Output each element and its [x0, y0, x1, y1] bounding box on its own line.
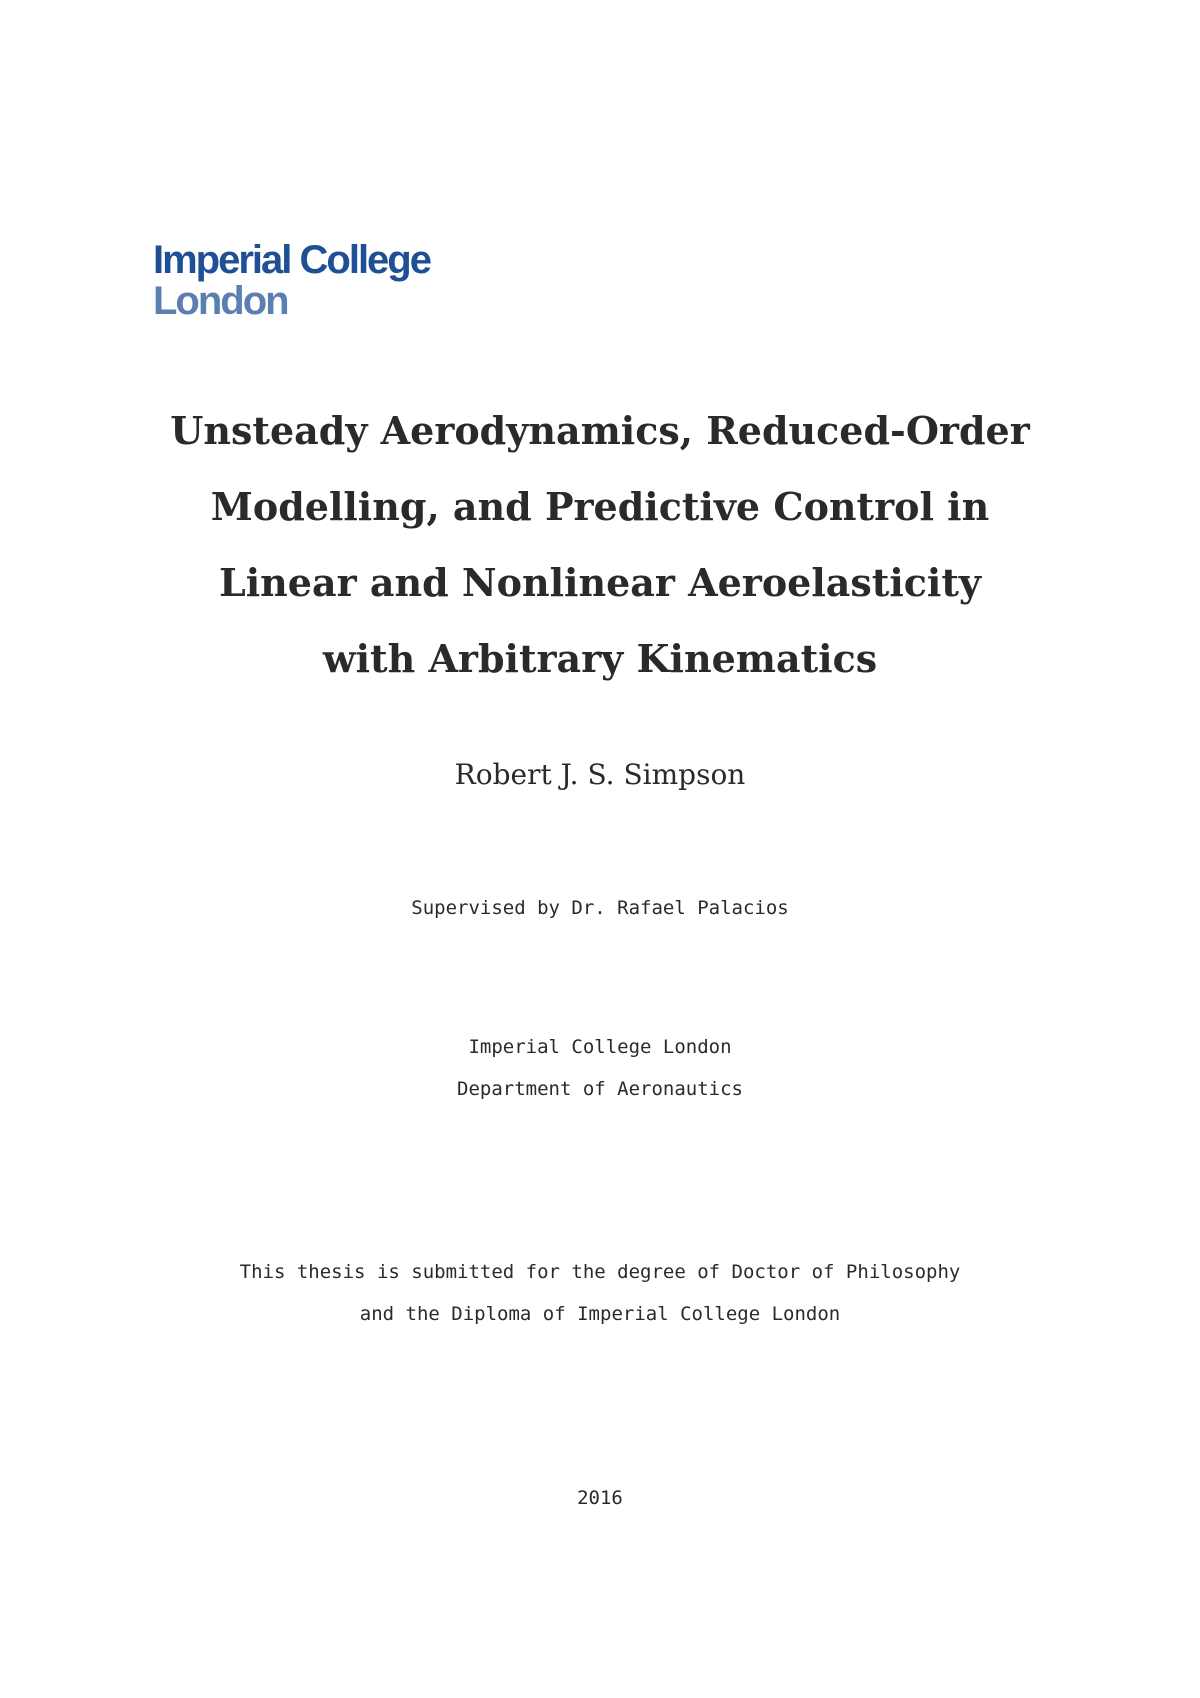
title-line-4: with Arbitrary Kinematics [322, 636, 878, 681]
institution-name: Imperial College London [468, 1036, 732, 1058]
institution-block [0, 1026, 1200, 1110]
submission-line-2: and the Diploma of Imperial College London [359, 1303, 841, 1325]
thesis-title [100, 393, 1100, 697]
title-line-2: Modelling, and Predictive Control in [210, 484, 990, 529]
title-line-1: Unsteady Aerodynamics, Reduced-Order [170, 408, 1030, 453]
supervisor-line: Supervised by Dr. Rafael Palacios [411, 897, 789, 919]
logo-line-imperial-college: Imperial College [153, 238, 430, 282]
imperial-college-logo [153, 240, 430, 322]
submission-line-1: This thesis is submitted for the degree of Doctor of Philosophy [239, 1261, 961, 1283]
submission-statement [0, 1251, 1200, 1335]
title-line-3: Linear and Nonlinear Aeroelasticity [219, 560, 981, 605]
department-name: Department of Aeronautics [457, 1078, 743, 1100]
author-name: Robert J. S. Simpson [454, 758, 746, 791]
logo-line-london: London [153, 279, 288, 323]
submission-year: 2016 [577, 1487, 623, 1509]
